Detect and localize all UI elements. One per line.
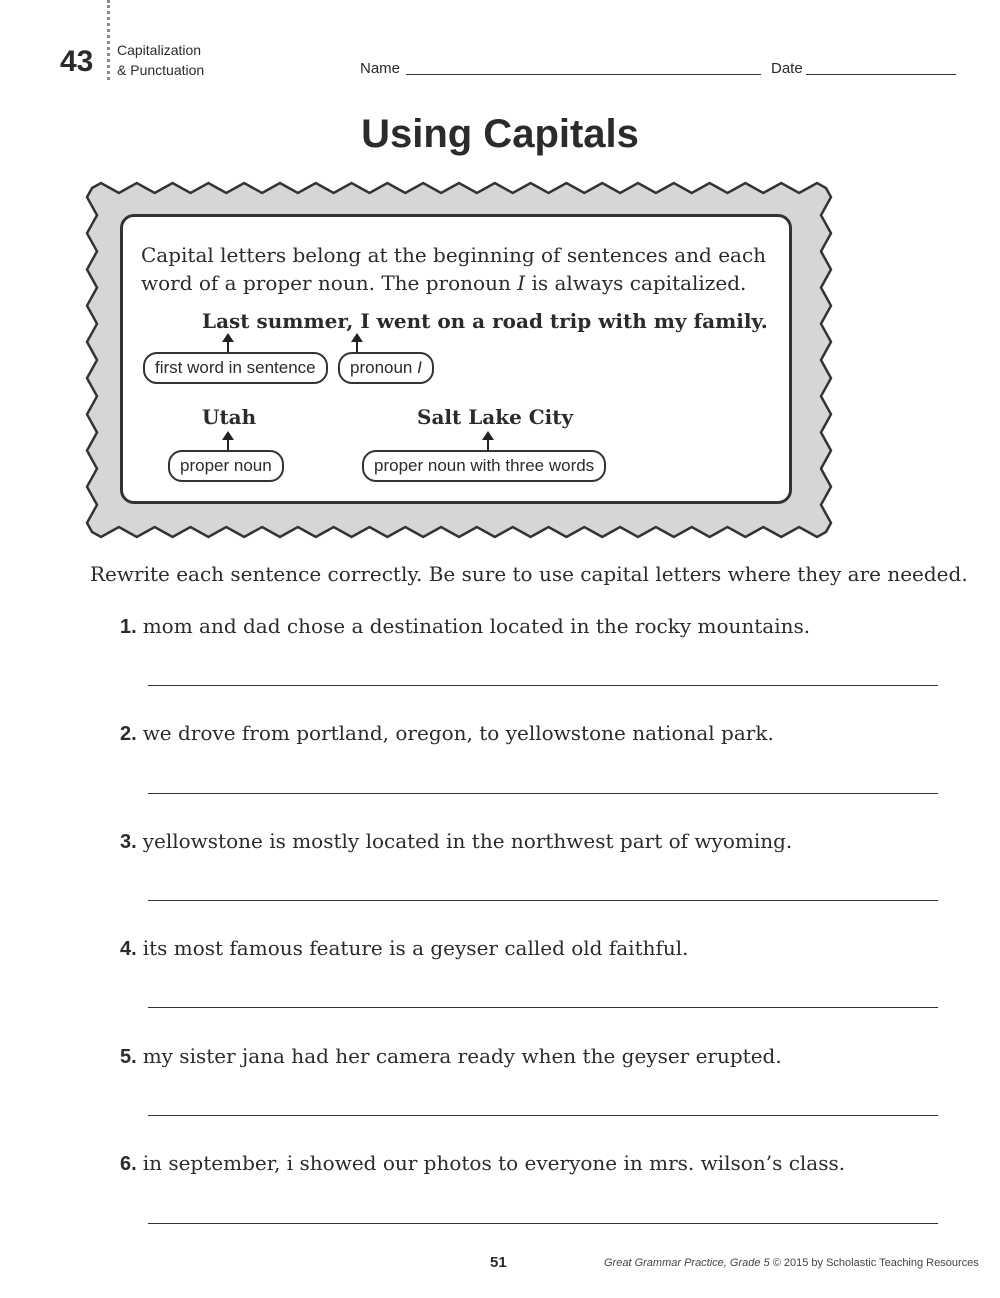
topic-line-1: Capitalization	[117, 42, 202, 58]
rule-text-before: Capital letters belong at the beginning of sentences and each word of a proper noun. The pronoun	[141, 243, 767, 295]
lesson-topic	[117, 40, 204, 80]
rule-text-after: is always capitalized.	[525, 271, 747, 295]
lesson-number: 43	[60, 45, 94, 78]
item-number: 6.	[120, 1153, 137, 1175]
name-label: Name	[360, 60, 401, 77]
page-title: Using Capitals	[361, 112, 639, 156]
item-number: 3.	[120, 831, 137, 853]
tag-first-word: first word in sentence	[143, 352, 328, 384]
topic-line-2: & Punctuation	[117, 62, 205, 78]
date-field[interactable]	[806, 74, 956, 75]
item-text: mom and dad chose a destination located in the rocky mountains.	[142, 614, 811, 638]
credit-line	[604, 1257, 979, 1269]
rule-text	[141, 241, 781, 297]
item-number: 5.	[120, 1046, 137, 1068]
rule-pronoun: I	[517, 271, 526, 295]
item-text: its most famous feature is a geyser called old faithful.	[142, 936, 689, 960]
answer-line[interactable]	[148, 685, 938, 686]
tag-multi-word: proper noun with three words	[362, 450, 606, 482]
date-label: Date	[771, 60, 803, 77]
example-utah: Utah	[202, 405, 257, 429]
answer-line[interactable]	[148, 793, 938, 794]
book-title: Great Grammar Practice, Grade 5	[604, 1257, 770, 1269]
exercise-item	[120, 721, 950, 746]
answer-line[interactable]	[148, 1223, 938, 1224]
tag-proper-noun: proper noun	[168, 450, 284, 482]
tag-pronoun-letter: I	[417, 358, 422, 377]
dotted-divider	[107, 0, 110, 80]
exercise-item	[120, 1044, 950, 1069]
item-text: in september, i showed our photos to everyone in mrs. wilson’s class.	[142, 1151, 846, 1175]
answer-line[interactable]	[148, 1115, 938, 1116]
exercise-item	[120, 829, 950, 854]
item-text: yellowstone is mostly located in the northwest part of wyoming.	[142, 829, 793, 853]
exercise-item	[120, 1151, 950, 1176]
instructions: Rewrite each sentence correctly. Be sure to use capital letters where they are needed.	[90, 562, 968, 586]
item-number: 4.	[120, 938, 137, 960]
item-number: 2.	[120, 723, 137, 745]
name-field[interactable]	[406, 74, 761, 75]
example-sentence: Last summer, I went on a road trip with my family.	[202, 309, 768, 333]
tag-pronoun	[338, 352, 434, 384]
copyright: © 2015 by Scholastic Teaching Resources	[769, 1257, 979, 1269]
answer-line[interactable]	[148, 1007, 938, 1008]
exercise-item	[120, 936, 950, 961]
item-number: 1.	[120, 616, 137, 638]
item-text: we drove from portland, oregon, to yellowstone national park.	[142, 721, 774, 745]
tag-pronoun-text: pronoun	[350, 358, 418, 377]
answer-line[interactable]	[148, 900, 938, 901]
page-number: 51	[490, 1254, 507, 1271]
exercise-item	[120, 614, 950, 639]
item-text: my sister jana had her camera ready when the geyser erupted.	[142, 1044, 782, 1068]
example-salt-lake-city: Salt Lake City	[417, 405, 574, 429]
